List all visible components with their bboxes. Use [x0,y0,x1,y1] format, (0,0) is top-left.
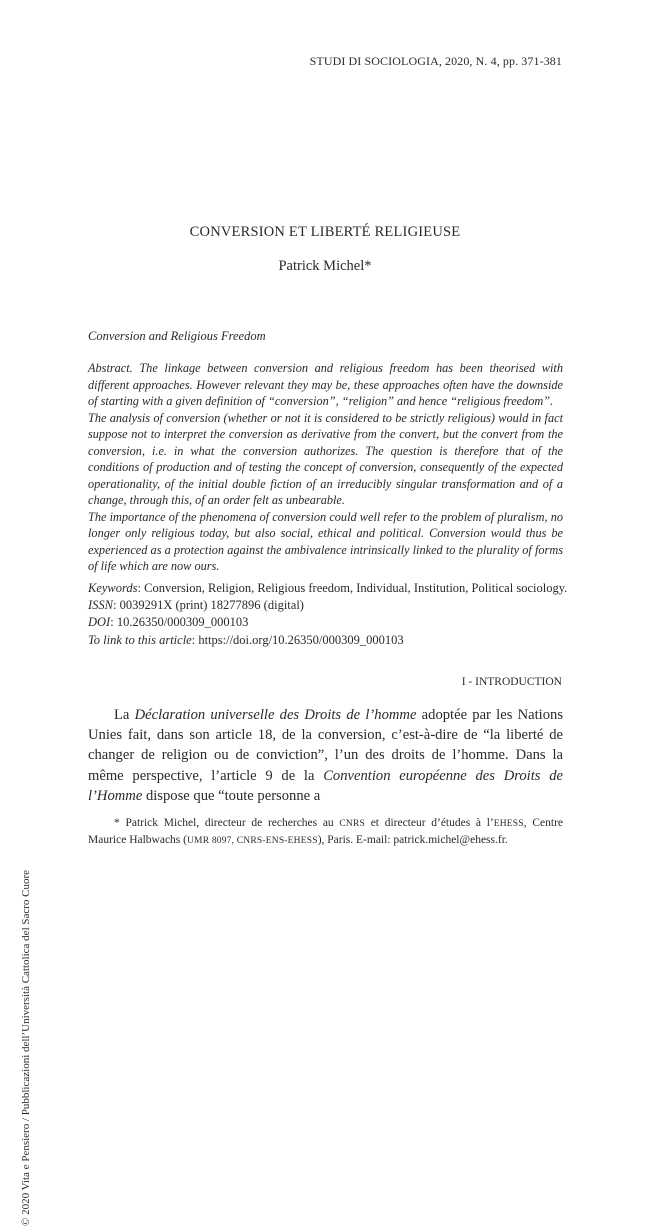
footnote-cnrs: CNRS [339,819,365,829]
abstract-paragraph-3: The importance of the phenomena of conversion could well refer to the problem of pluralism, no longer only religious today, but also social, ethical and political. Conversion would thus be experienced as a protection against the ambivalence intrinsically linked to the plurality of forms of life which are now ours. [88,509,563,573]
doi-value: : 10.26350/000309_000103 [110,615,249,630]
issn-value: : 0039291X (print) 18277896 (digital) [113,598,304,613]
copyright-text: © 2020 Vita e Pensiero / Pubblicazioni dell’Università Cattolica del Sacro Cuore [20,869,32,1226]
abstract-paragraph-1: Abstract. The linkage between conversion and religious freedom has been theorised with different approaches. However relevant they may be, these approaches often have the downside of starting with a given definition of “conversion”, “religion” and hence “religious freedom”. [88,361,563,408]
doi-label: DOI [88,615,111,630]
body-paragraph [88,705,563,806]
english-title: Conversion and Religious Freedom [88,329,266,343]
footnote-text-1: * Patrick Michel, directeur de recherches au [114,817,340,829]
issn-row [88,597,568,614]
link-label: To link to this article [88,632,192,647]
author-footnote [88,816,563,849]
body-text-1: La [114,707,135,723]
abstract-paragraph-2: The analysis of conversion (whether or not it is considered to be strictly religious) would in fact suppose not to interpret the conversion as derivative from the convert, but the convert from the conversion, i.e. in what the conversion authorizes. The question is therefore that of the conditions of production and of testing the concept of conversion, consequently of the expected operationality, of the initial double fiction of an irreducibly singular transformation and of a change, through this, of an order felt as unbearable. [88,410,563,507]
footnote-text-2: et directeur d’études à l’ [365,817,494,829]
keywords-label: Keywords [88,581,138,595]
body-text-2: adoptée par les Nations Unies fait, dans son article 18, de la conversion, c’est-à-dire de “la liberté de changer de religion ou de conviction”, l’un des droits de l’homme. Dans la même perspective, l’article 9 de la [88,707,564,784]
keywords-value: : Conversion, Religion, Religious freedom, Individual, Institution, Political sociology. [137,581,568,595]
article-author: Patrick Michel* [278,258,372,274]
journal-header: STUDI DI SOCIOLOGIA, 2020, N. 4, pp. 371-381 [309,54,562,68]
keywords-row [88,580,568,597]
declaration-title: Déclaration universelle des Droits de l’homme [134,707,417,723]
link-row [88,632,568,649]
footnote-ehess: EHESS [493,819,524,829]
footnote-umr: UMR 8097, CNRS-ENS-EHESS [187,835,318,846]
convention-title: Convention européenne des Droits de l’Homme [88,767,563,804]
doi-row [88,614,568,631]
article-metadata [88,580,568,649]
article-title: CONVERSION ET LIBERTÉ RELIGIEUSE [189,224,461,240]
copyright-side-note [20,478,36,1226]
footnote-email: ), Paris. E-mail: patrick.michel@ehess.fr. [317,833,508,846]
article-link[interactable]: : https://doi.org/10.26350/000309_000103 [191,632,404,647]
body-text-3: dispose que “toute personne a [142,787,321,804]
abstract [88,360,563,575]
section-heading: I - INTRODUCTION [461,676,562,688]
footnote-text-3: , Centre Maurice Halbwachs ( [88,817,564,846]
issn-label: ISSN [88,598,113,613]
